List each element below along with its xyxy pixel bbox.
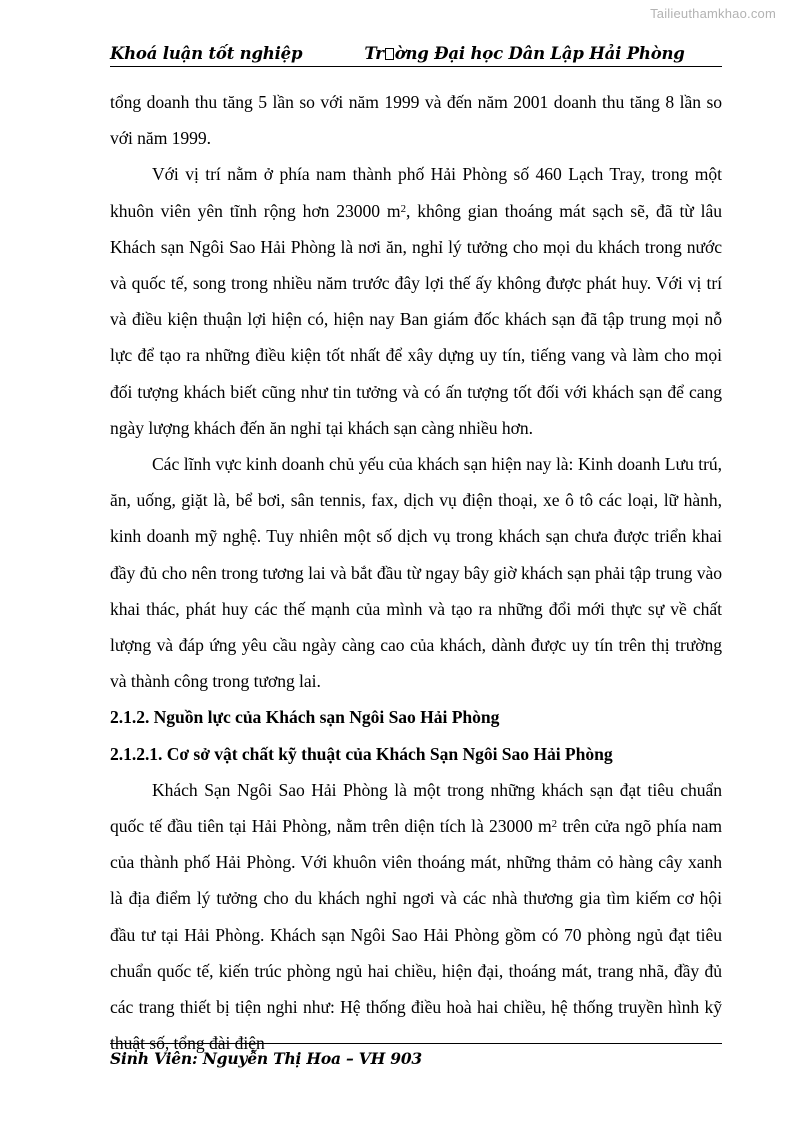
watermark-text: Tailieuthamkhao.com — [650, 6, 776, 21]
paragraph-facilities-part1: Khách Sạn Ngôi Sao Hải Phòng là một trong những khách sạn đạt tiêu chuẩn quốc tế đầu tiên tại Hải Phòng, nằm trên diện tích là 23000 m — [110, 779, 722, 837]
running-header — [110, 44, 722, 67]
paragraph-location-part1: Với vị trí nằm ở phía nam thành phố Hải Phòng số 460 Lạch Tray, trong một khuôn viên yên tĩnh rộng hơn 23000 m — [110, 164, 722, 221]
paragraph-continuation: tổng doanh thu tăng 5 lần so với năm 1999 và đến năm 2001 doanh thu tăng 8 lần so với năm 1999. — [110, 92, 722, 149]
paragraph-facilities-part2: trên cửa ngõ phía nam của thành phố Hải Phòng. Với khuôn viên thoáng mát, những thảm cỏ hàng cây xanh là địa điểm lý tưởng cho du khách nghỉ ngơi và các nhà thương gia tìm kiếm cơ hội đầu tư tại Hải Phòng. Khách sạn Ngôi Sao Hải Phòng gồm có 70 phòng ngủ đạt tiêu chuẩn quốc tế, kiến trúc phòng ngủ hai chiều, hiện đại, thoáng mát, trang nhã, đầy đủ các trang thiết bị tiện nghi như: Hệ thống điều hoà hai chiều, hệ thống truyền hình kỹ thuật số, tổng đài điện — [110, 816, 722, 1054]
paragraph-location-part2: , không gian thoáng mát sạch sẽ, đã từ lâu Khách sạn Ngôi Sao Hải Phòng là nơi ăn, nghỉ lý tưởng cho mọi du khách trong nước và quốc tế, song trong nhiều năm trước đây lợi thế ấy không được phát huy. Với vị trí và điều kiện thuận lợi hiện có, hiện nay Ban giám đốc khách sạn đã tập trung mọi nỗ lực để tạo ra những điều kiện tốt nhất để xây dựng uy tín, tiếng vang và làm cho mọi đối tượng khách biết cũng như tin tưởng và có ấn tượng tốt đối với khách sạn để cang ngày lượng khách đến ăn nghỉ tại khách sạn càng nhiều hơn. — [110, 200, 722, 438]
section-heading-2-1-2: 2.1.2. Nguồn lực của Khách sạn Ngôi Sao Hải Phòng — [110, 707, 500, 728]
superscript-square-meter: 2 — [400, 202, 406, 215]
footer-student-name: Sinh Viên: Nguyễn Thị Hoa – VH 903 — [110, 1049, 422, 1068]
header-left-title: Khoá luận tốt nghiệp — [110, 44, 303, 63]
paragraph-facilities — [110, 772, 722, 1062]
missing-glyph-box — [385, 48, 394, 60]
header-right-prefix: Tr — [364, 44, 384, 63]
superscript-square-meter: 2 — [551, 817, 558, 830]
paragraph-location — [110, 156, 722, 446]
running-footer — [110, 1043, 722, 1068]
section-heading-2-1-2-1: 2.1.2.1. Cơ sở vật chất kỹ thuật của Khách Sạn Ngôi Sao Hải Phòng — [110, 743, 613, 764]
header-right-title — [364, 44, 684, 63]
header-right-suffix: ờng Đại học Dân Lập Hải Phòng — [394, 44, 685, 63]
body-column — [110, 84, 722, 1061]
paragraph-business-fields: Các lĩnh vực kinh doanh chủ yếu của khách sạn hiện nay là: Kinh doanh Lưu trú, ăn, uống, giặt là, bể bơi, sân tennis, fax, dịch vụ điện thoại, xe ô tô các loại, lữ hành, kinh doanh mỹ nghệ. Tuy nhiên một số dịch vụ trong khách sạn chưa được triển khai đầy đủ cho nên trong tương lai và bắt đầu từ ngay bây giờ khách sạn phải tập trung vào khai thác, phát huy các thế mạnh của mình và tạo ra những đổi mới thực sự về chất lượng và đáp ứng yêu cầu ngày càng cao của khách, dành được uy tín trên thị trường và thành công trong tương lai. — [110, 454, 722, 692]
